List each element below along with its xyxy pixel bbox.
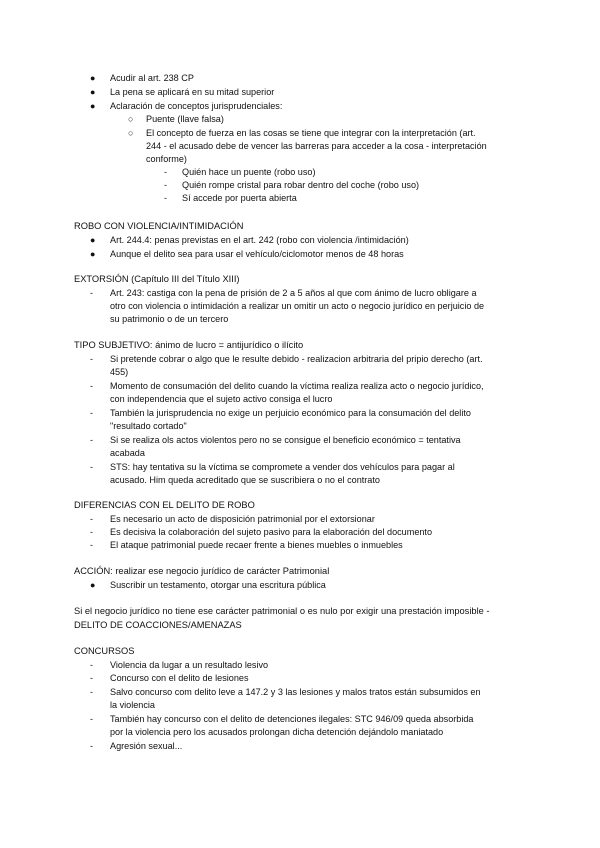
bullet-icon: ●: [90, 87, 96, 97]
section-heading: ACCIÓN: realizar ese negocio jurídico de carácter Patrimonial: [74, 566, 330, 576]
bullet-icon: ●: [90, 249, 96, 259]
list-item-continuation: acusado. Him queda acreditado que se suscribiera o no el contrato: [110, 475, 380, 485]
circle-bullet-icon: ○: [128, 128, 134, 138]
list-item: Agresión sexual...: [110, 741, 183, 751]
list-item-continuation: otro con violencia o intimidación a realizar un omitir un acto o negocio jurídico en perjuicio de: [110, 301, 485, 311]
dash-bullet-icon: -: [90, 687, 93, 697]
dash-bullet-icon: -: [90, 462, 93, 472]
sub-list-item: Puente (llave falsa): [146, 114, 224, 124]
list-item: También hay concurso con el delito de detenciones ilegales: STC 946/09 queda absorbida: [110, 714, 474, 724]
dash-bullet-icon: -: [90, 714, 93, 724]
list-item: También la jurisprudencia no exige un perjuicio económico para la consumación del delito: [110, 408, 471, 418]
subsub-list-item: Quién hace un puente (robo uso): [182, 167, 316, 177]
sub-list-item-continuation: 244 - el acusado debe de vencer las barreras para acceder a la cosa - interpretación: [146, 141, 487, 151]
list-item-continuation: la violencia: [110, 700, 155, 710]
list-item: STS: hay tentativa su la víctima se compromete a vender dos vehículos para pagar al: [110, 462, 455, 472]
bullet-icon: ●: [90, 101, 96, 111]
bullet-icon: ●: [90, 73, 96, 83]
list-item: Suscribir un testamento, otorgar una escritura pública: [110, 580, 326, 590]
dash-bullet-icon: -: [164, 167, 167, 177]
list-item-continuation: por la violencia pero los acusados prolongan dicha detención dejándolo maniatado: [110, 727, 444, 737]
list-item: Momento de consumación del delito cuando la víctima realiza realiza acto o negocio jurídico,: [110, 381, 484, 391]
dash-bullet-icon: -: [90, 660, 93, 670]
dash-bullet-icon: -: [90, 673, 93, 683]
dash-bullet-icon: -: [90, 288, 93, 298]
dash-bullet-icon: -: [90, 514, 93, 524]
dash-bullet-icon: -: [164, 180, 167, 190]
sub-list-item-continuation: conforme): [146, 154, 187, 164]
sub-list-item: El concepto de fuerza en las cosas se tiene que integrar con la interpretación (art.: [146, 128, 476, 138]
dash-bullet-icon: -: [90, 408, 93, 418]
section-heading: DIFERENCIAS CON EL DELITO DE ROBO: [74, 500, 255, 510]
list-item: Salvo concurso com delito leve a 147.2 y 3 las lesiones y malos tratos están subsumidos en: [110, 687, 481, 697]
dash-bullet-icon: -: [90, 354, 93, 364]
list-item: Si pretende cobrar o algo que le resulte debido - realizacion arbitraria del pripio derecho (art.: [110, 354, 483, 364]
subsub-list-item: Quién rompe cristal para robar dentro del coche (robo uso): [182, 180, 420, 190]
list-item: Si se realiza ols actos violentos pero no se consigue el beneficio económico = tentativa: [110, 435, 461, 445]
list-item: La pena se aplicará en su mitad superior: [110, 87, 275, 97]
list-item-continuation: acabada: [110, 448, 145, 458]
list-item: Es necesario un acto de disposición patrimonial por el extorsionar: [110, 514, 375, 524]
list-item: Art. 244.4: penas previstas en el art. 242 (robo con violencia /intimidación): [110, 235, 409, 245]
list-item: Concurso con el delito de lesiones: [110, 673, 249, 683]
list-item: Art. 243: castiga con la pena de prisión de 2 a 5 años al que com ánimo de lucro obligare a: [110, 288, 477, 298]
bullet-icon: ●: [90, 580, 96, 590]
dash-bullet-icon: -: [90, 435, 93, 445]
list-item: Violencia da lugar a un resultado lesivo: [110, 660, 269, 670]
subsub-list-item: Sí accede por puerta abierta: [182, 193, 297, 203]
list-item: Aunque el delito sea para usar el vehículo/ciclomotor menos de 48 horas: [110, 249, 404, 259]
section-heading: ROBO CON VIOLENCIA/INTIMIDACIÓN: [74, 221, 244, 231]
list-item-continuation: 455): [110, 367, 129, 377]
paragraph-line: DELITO DE COACCIONES/AMENAZAS: [74, 620, 242, 630]
list-item-continuation: con independencia que el sujeto activo consiga el lucro: [110, 394, 333, 404]
list-item-continuation: su patrimonio o de un tercero: [110, 314, 229, 324]
list-item: El ataque patrimonial puede recaer frente a bienes muebles o inmuebles: [110, 540, 403, 550]
circle-bullet-icon: ○: [128, 114, 134, 124]
paragraph-line: Si el negocio jurídico no tiene ese carácter patrimonial o es nulo por exigir una prestación imposible -: [74, 606, 490, 616]
dash-bullet-icon: -: [90, 527, 93, 537]
list-item-continuation: "resultado cortado": [110, 421, 187, 431]
list-item: Acudir al art. 238 CP: [110, 73, 194, 83]
section-heading: CONCURSOS: [74, 646, 135, 656]
list-item: Aclaración de conceptos jurisprudenciales:: [110, 101, 283, 111]
section-heading: TIPO SUBJETIVO: ánimo de lucro = antijurídico o ilícito: [74, 340, 304, 350]
dash-bullet-icon: -: [164, 193, 167, 203]
dash-bullet-icon: -: [90, 741, 93, 751]
section-heading: EXTORSIÓN (Capítulo III del Título XIII): [74, 274, 240, 284]
bullet-icon: ●: [90, 235, 96, 245]
dash-bullet-icon: -: [90, 540, 93, 550]
list-item: Es decisiva la colaboración del sujeto pasivo para la elaboración del documento: [110, 527, 433, 537]
dash-bullet-icon: -: [90, 381, 93, 391]
